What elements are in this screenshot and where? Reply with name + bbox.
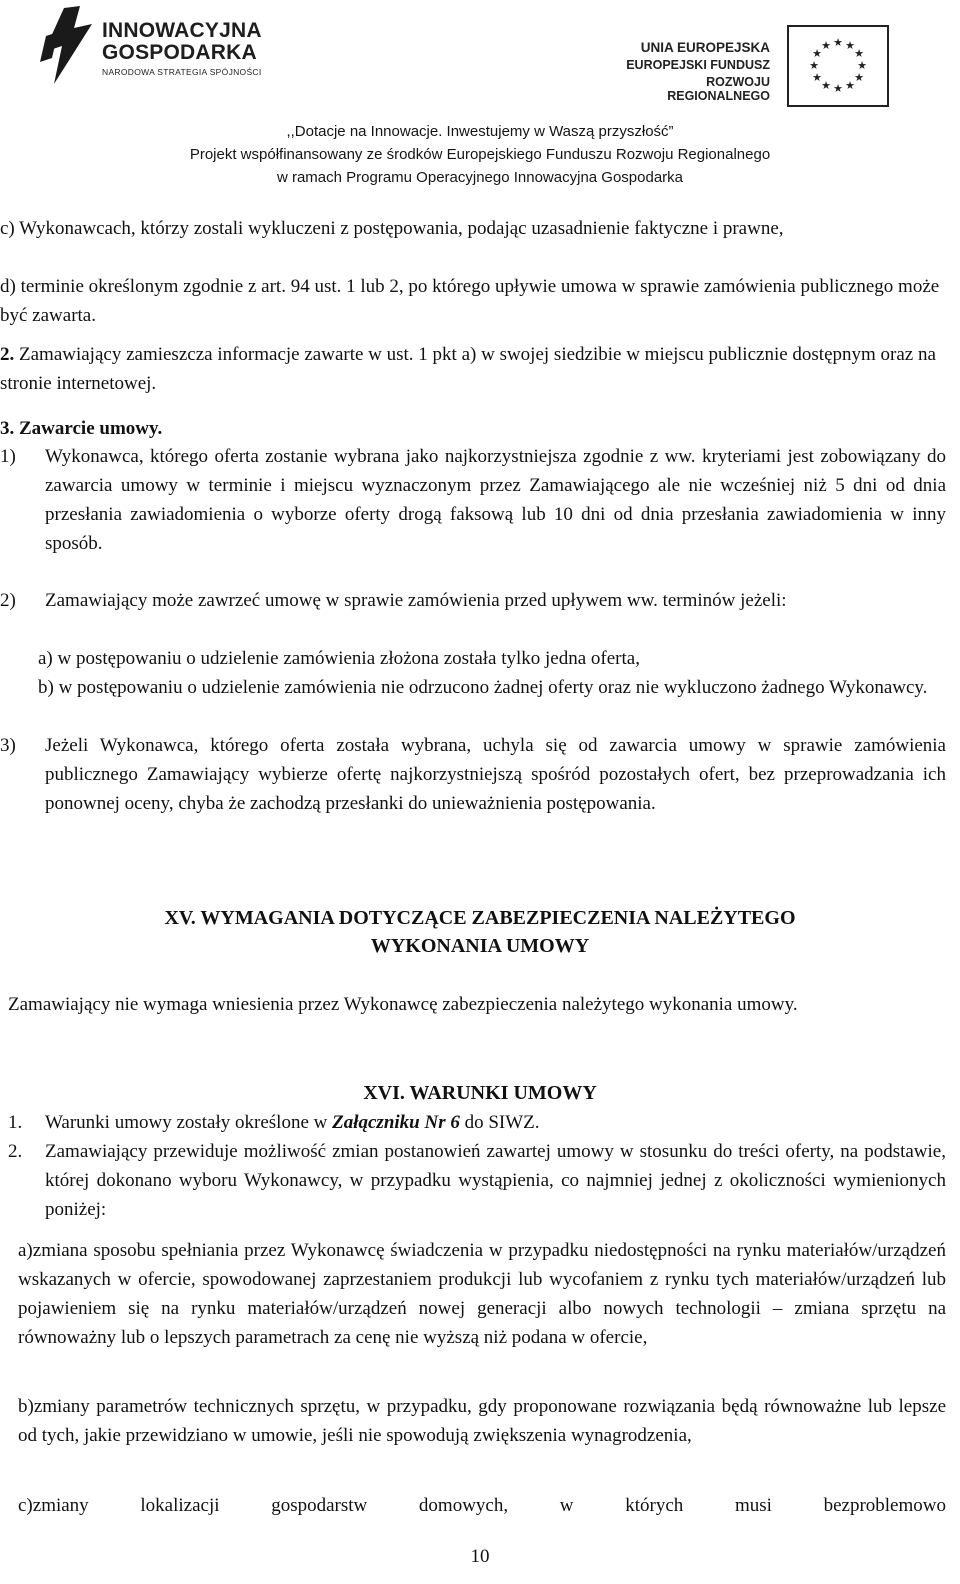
svg-text:★: ★: [854, 71, 864, 84]
u1-number: 1): [0, 446, 16, 467]
w1-attachment: Załączniku Nr 6: [332, 1112, 460, 1133]
slogan-line-1: ,,Dotacje na Innowacje. Inwestujemy w Waszą przyszłość”: [286, 123, 674, 140]
svg-text:★: ★: [833, 36, 843, 49]
ig-title-2: GOSPODARKA: [102, 41, 257, 64]
w1-text-c: do SIWZ.: [459, 1112, 540, 1133]
u1-text: Wykonawca, którego oferta zostanie wybrana jako najkorzystniejsza zgodnie z ww. kryteriami jest zobowiązany do zawarcia umowy w terminie i miejscu wyznaczonym przez Zamawiającego ale nie wcześniej niż 5 dni od dnia przesłania zawiadomienia o wyborze oferty drogą faksową lub 10 dni od dnia przesłania zawiadomienia w inny sposób.: [45, 446, 946, 554]
innowacyjna-gospodarka-logo: [34, 6, 274, 90]
u2-b-text: b) w postępowaniu o udzielenie zamówienia nie odrzucono żadnej oferty oraz nie wykluczono żadnego Wykonawcy.: [38, 677, 928, 698]
slogan-line-3: w ramach Programu Operacyjnego Innowacyjna Gospodarka: [276, 169, 684, 186]
ig-emblem-icon: [34, 6, 98, 86]
w1-text: [45, 1108, 946, 1137]
u2-a: a) w postępowaniu o udzielenie zamówienia złożona została tylko jedna oferta,: [38, 648, 640, 669]
eu-fund-1: EUROPEJSKI FUNDUSZ: [626, 58, 770, 72]
section-xvi-heading: XVI. WARUNKI UMOWY: [363, 1082, 597, 1104]
slogan-line-2: Projekt współfinansowany ze środków Europejskiego Funduszu Rozwoju Regionalnego: [189, 146, 771, 163]
eu-fund-2: ROZWOJU REGIONALNEGO: [667, 75, 770, 103]
item-d: d) terminie określonym zgodnie z art. 94 ust. 1 lub 2, po którego upływie umowa w sprawie zamówienia publicznego może być zawarta.: [0, 276, 940, 326]
svg-text:★: ★: [812, 71, 822, 84]
section-3-heading: 3. Zawarcie umowy.: [0, 418, 163, 439]
xv-heading-line-1: XV. WYMAGANIA DOTYCZĄCE ZABEZPIECZENIA NALEŻYTEGO: [164, 907, 796, 929]
svg-text:★: ★: [821, 39, 831, 52]
svg-text:★: ★: [845, 79, 855, 92]
svg-text:★: ★: [821, 79, 831, 92]
svg-text:★: ★: [812, 47, 822, 60]
section-xv-heading: [0, 904, 960, 960]
u3-text: Jeżeli Wykonawca, którego oferta została wybrana, uchyla się od zawarcia umowy w sprawie zamówienia publicznego Zamawiający wybierze ofertę najkorzystniejszą spośród pozostałych ofert, bez przeprowadzania ich ponownej oceny, chyba że zachodzą przesłanki do unieważnienia postępowania.: [45, 735, 946, 814]
eu-flag-icon: [786, 24, 890, 108]
svg-text:★: ★: [845, 39, 855, 52]
svg-text:★: ★: [833, 82, 843, 95]
w2-text: Zamawiający przewiduje możliwość zmian postanowień zawartej umowy w stosunku do treści oferty, na podstawie, której dokonano wyboru Wykonawcy, w przypadku wystąpienia, co najmniej jednej z okoliczności wymienionych poniżej:: [45, 1141, 946, 1220]
ig-subtitle: NARODOWA STRATEGIA SPÓJNOŚCI: [102, 67, 262, 77]
eu-logo: [600, 18, 900, 104]
xv-heading-line-2: WYKONANIA UMOWY: [370, 935, 590, 957]
w-item-b: b)zmiany parametrów technicznych sprzętu, w przypadku, gdy proponowane rozwiązania będą równoważne lub lepsze od tych, jakie przewidziano w umowie, jeśli nie spowodują zwiększenia wynagrodzenia,: [18, 1396, 946, 1446]
section-2: [0, 340, 948, 398]
svg-text:★: ★: [809, 59, 819, 72]
ig-title-1: INNOWACYJNA: [102, 19, 262, 42]
w1-text-a: Warunki umowy zostały określone w: [45, 1112, 333, 1133]
svg-text:★: ★: [854, 47, 864, 60]
funding-slogan: [0, 120, 960, 189]
svg-text:★: ★: [857, 59, 867, 72]
u2-number: 2): [0, 590, 16, 611]
page-number: 10: [470, 1546, 490, 1567]
section-2-number: 2.: [0, 344, 15, 365]
u2-b: [38, 673, 946, 702]
xv-text: Zamawiający nie wymaga wniesienia przez Wykonawcę zabezpieczenia należytego wykonania umowy.: [8, 994, 798, 1015]
eu-title: UNIA EUROPEJSKA: [640, 40, 770, 55]
page-header: [0, 0, 960, 112]
u2-text: Zamawiający może zawrzeć umowę w sprawie zamówienia przed upływem ww. terminów jeżeli:: [45, 590, 787, 611]
section-2-text: Zamawiający zamieszcza informacje zawarte w ust. 1 pkt a) w swojej siedzibie w miejscu publicznie dostępnym oraz na stronie internetowej.: [0, 344, 936, 394]
w-item-a: a)zmiana sposobu spełniania przez Wykonawcę świadczenia w przypadku niedostępności na rynku materiałów/urządzeń wskazanych w ofercie, spowodowanej zaprzestaniem produkcji lub wycofaniem z rynku tych materiałów/urządzeń lub pojawieniem się na rynku materiałów/urządzeń nowej generacji albo nowych technologii – zmiana sprzętu na równoważny lub o lepszych parametrach za cenę nie wyższą niż podana w ofercie,: [18, 1240, 946, 1348]
w-item-c: c)zmiany lokalizacji gospodarstw domowych, w których musi bezproblemowo: [18, 1495, 946, 1516]
w2-number: 2.: [8, 1141, 23, 1162]
u3-number: 3): [0, 735, 16, 756]
w1-number: 1.: [8, 1112, 23, 1133]
item-c: c) Wykonawcach, którzy zostali wykluczeni z postępowania, podając uzasadnienie faktyczne i prawne,: [0, 218, 784, 239]
